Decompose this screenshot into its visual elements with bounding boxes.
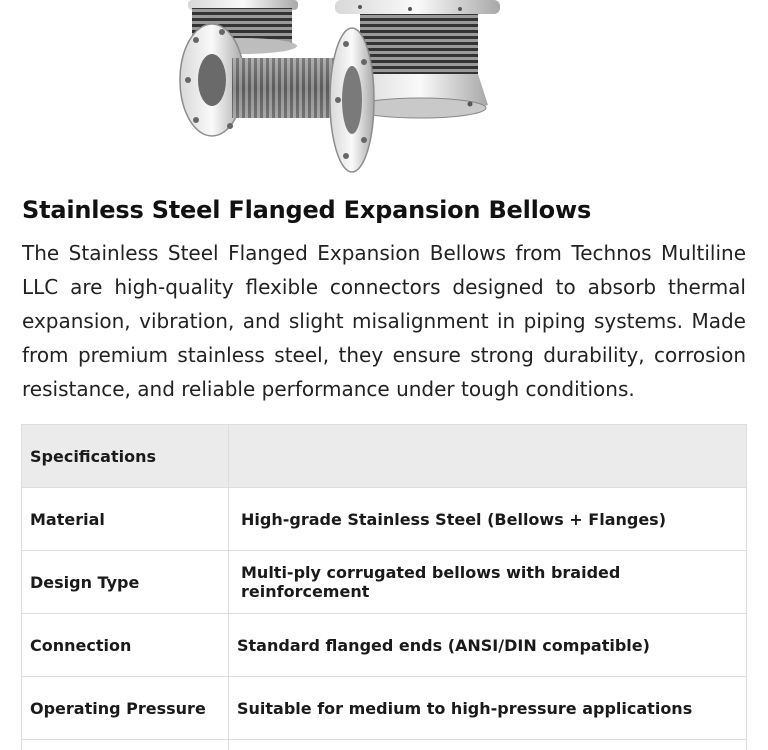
table-header-value — [229, 425, 747, 488]
table-row — [22, 677, 747, 740]
specifications-table — [21, 424, 747, 750]
product-title: Stainless Steel Flanged Expansion Bellows — [22, 196, 592, 224]
spec-label: Operating Pressure — [22, 677, 229, 740]
table-row — [22, 488, 747, 551]
spec-label: Connection — [22, 614, 229, 677]
table-header-label: Specifications — [22, 425, 229, 488]
product-description: The Stainless Steel Flanged Expansion Bellows from Technos Multiline LLC are high-quality flexible connectors designed to absorb thermal expansion, vibration, and slight misalignment in piping systems. Made from premium stainless steel, they ensure strong durability, corrosion resistance, and reliable performance under tough conditions. — [22, 241, 746, 401]
table-header-row — [22, 425, 747, 488]
spec-value: Multi-ply corrugated bellows with braided reinforcement — [229, 551, 747, 614]
spec-value — [229, 740, 747, 750]
spec-label — [22, 740, 229, 750]
spec-value: Standard flanged ends (ANSI/DIN compatible) — [229, 614, 747, 677]
table-row — [22, 614, 747, 677]
spec-value: High-grade Stainless Steel (Bellows + Flanges) — [229, 488, 747, 551]
product-image — [170, 0, 510, 175]
spec-value: Suitable for medium to high-pressure applications — [229, 677, 747, 740]
spec-label: Design Type — [22, 551, 229, 614]
table-row — [22, 551, 747, 614]
spec-label: Material — [22, 488, 229, 551]
table-row — [22, 740, 747, 750]
